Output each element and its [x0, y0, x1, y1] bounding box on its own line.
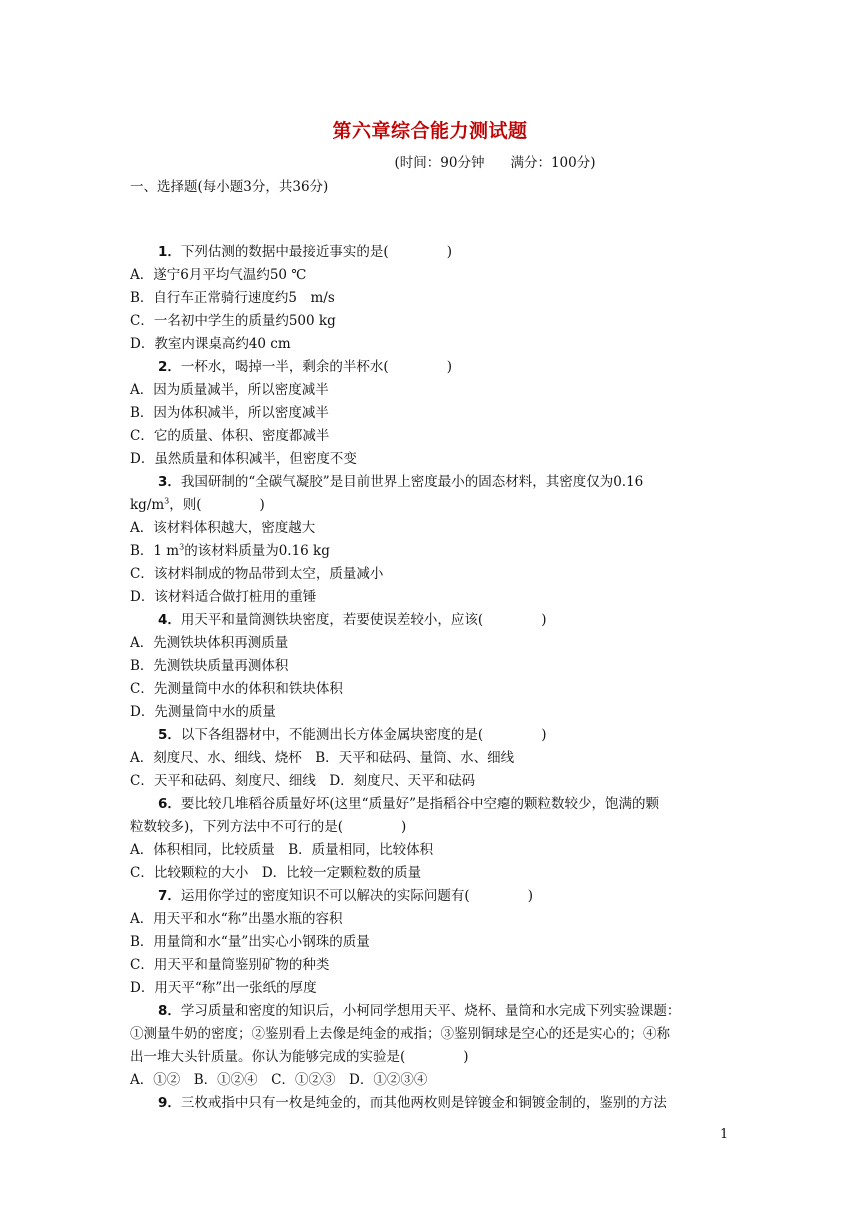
question-stem: 4．用天平和量筒测铁块密度，若要使误差较小，应该( ) — [158, 612, 547, 628]
question-stem: 8．学习质量和密度的知识后，小柯同学想用天平、烧杯、量筒和水完成下列实验课题： — [158, 1003, 681, 1019]
option: A．该材料体积越大，密度越大 — [130, 520, 316, 536]
option: D．教室内课桌高约40 cm — [130, 336, 291, 352]
option: A．因为质量减半，所以密度减半 — [130, 382, 329, 398]
exam-info — [0, 151, 860, 171]
question-stem: 9．三枚戒指中只有一枚是纯金的，而其他两枚则是锌镀金和铜镀金制的，鉴别的方法 — [158, 1095, 667, 1111]
option: A．体积相同，比较质量 B．质量相同，比较体积 — [130, 842, 434, 858]
section-heading: 一、选择题(每小题3分，共36分) — [130, 179, 329, 195]
option: A．先测铁块体积再测质量 — [130, 635, 289, 651]
question-stem: 3．我国研制的“全碳气凝胶”是目前世界上密度最小的固态材料，其密度仅为0.16 — [158, 474, 644, 490]
exam-score: 满分：100分) — [510, 155, 596, 171]
option: C．一名初中学生的质量约500 kg — [130, 313, 336, 329]
option: B．先测铁块质量再测体积 — [130, 658, 289, 674]
option: C．天平和砝码、刻度尺、细线 D．刻度尺、天平和砝码 — [130, 773, 476, 789]
option: A．遂宁6月平均气温约50 ℃ — [130, 267, 307, 283]
option: C．它的质量、体积、密度都减半 — [130, 428, 330, 444]
exam-time: (时间：90分钟 — [394, 155, 485, 171]
option: D．虽然质量和体积减半，但密度不变 — [130, 451, 357, 467]
page-title: 第六章综合能力测试题 — [332, 120, 528, 142]
option: B．1 $m^3$的该材料质量为0.16 kg — [130, 542, 330, 559]
question-stem-cont: ①测量牛奶的密度；②鉴别看上去像是纯金的戒指；③鉴别铜球是空心的还是实心的；④称 — [130, 1026, 670, 1042]
question-stem-cont: 粒数较多)，下列方法中不可行的是( ) — [130, 819, 407, 835]
question-stem: 6．要比较几堆稻谷质量好坏(这里“质量好”是指稻谷中空瘪的颗粒数较少，饱满的颗 — [158, 796, 659, 812]
question-stem: 5．以下各组器材中，不能测出长方体金属块密度的是( ) — [158, 727, 547, 743]
question-stem: 1．下列估测的数据中最接近事实的是( ) — [158, 244, 452, 260]
option: A．用天平和水“称”出墨水瓶的容积 — [130, 911, 343, 927]
question-stem-cont: $kg/m^3$，则( ) — [130, 496, 265, 513]
option: B．自行车正常骑行速度约5 m/s — [130, 290, 335, 306]
page-number: 1 — [720, 1127, 729, 1142]
question-list — [130, 241, 732, 1115]
question-stem-cont: 出一堆大头针质量。你认为能够完成的实验是( ) — [130, 1049, 469, 1065]
option: C．先测量筒中水的体积和铁块体积 — [130, 681, 343, 697]
option: D．该材料适合做打桩用的重锤 — [130, 589, 317, 605]
question-stem: 2．一杯水，喝掉一半，剩余的半杯水( ) — [158, 359, 452, 375]
option: C．比较颗粒的大小 D．比较一定颗粒数的质量 — [130, 865, 422, 881]
option: B．因为体积减半，所以密度减半 — [130, 405, 329, 421]
option: B．用量筒和水“量”出实心小钢珠的质量 — [130, 934, 370, 950]
option: D．用天平“称”出一张纸的厚度 — [130, 980, 317, 996]
option: A．刻度尺、水、细线、烧杯 B．天平和砝码、量筒、水、细线 — [130, 750, 515, 766]
option: D．先测量筒中水的质量 — [130, 704, 276, 720]
option: C．用天平和量筒鉴别矿物的种类 — [130, 957, 330, 973]
option: A．①② B．①②④ C．①②③ D．①②③④ — [130, 1072, 428, 1088]
option: C．该材料制成的物品带到太空，质量减小 — [130, 566, 384, 582]
question-stem: 7．运用你学过的密度知识不可以解决的实际问题有( ) — [158, 888, 533, 904]
